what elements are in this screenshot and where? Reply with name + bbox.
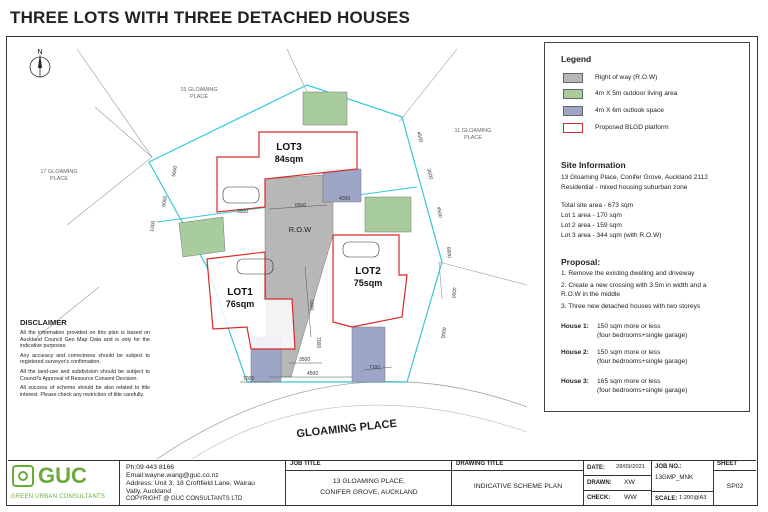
sheet-number: SP02 (726, 483, 744, 490)
check-value: WW (624, 494, 637, 501)
neighbour-label: 17 GLOAMING (40, 169, 78, 175)
logo-icon (12, 465, 34, 487)
lot3-area: 84sqm (274, 154, 304, 164)
legend-swatch-row (563, 73, 583, 83)
jobno-label: JOB NO.: (655, 464, 682, 470)
disclaimer-paragraph: All success of scheme should be also related to title interest. Please check any restriction of title carefully. (20, 385, 150, 398)
house-size: 165 sqm more or less (597, 378, 661, 385)
disclaimer-block (20, 318, 150, 401)
legend-swatch-platform (563, 123, 583, 133)
proposal-item: 2. Create a new crossing with 3.5m in width and a (561, 282, 707, 289)
neighbour-label: PLACE (49, 176, 69, 182)
job-title-line: 13 GLOAMING PLACE, (332, 478, 406, 485)
dim-label: 4500 (307, 371, 319, 377)
house-size: 150 sqm more or less (597, 349, 661, 356)
title-block (8, 460, 756, 505)
outdoor-area-lot2 (365, 197, 411, 232)
neighbour-label: 11 GLOAMING (454, 128, 492, 134)
dim-label: 7000 (315, 337, 321, 349)
lot1-name: LOT1 (227, 287, 253, 298)
sheet-cell (714, 461, 756, 505)
dim-label: 4500 (415, 130, 424, 144)
proposal-item: 3. Three new detached houses with two storeys (561, 303, 701, 310)
dim-label: 5600 (171, 165, 179, 178)
legend-label: Right of way (R.O.W) (595, 74, 658, 81)
disclaimer-paragraph: All the information provided on this plan is based on Auckland Council Geo Map Data and is only for the indicative purposes. (20, 330, 150, 350)
legend-label: 4m X 5m outdoor living area (595, 90, 678, 97)
outdoor-area-lot1 (179, 217, 225, 257)
jobno-value: 13GMP_MNK (655, 474, 694, 481)
proposal-item: R.O.W in the middle (561, 291, 620, 298)
logo-subtitle: GREEN URBAN CONSULTANTS (11, 494, 106, 500)
site-info-heading: Site Information (561, 160, 626, 170)
site-area-line: Lot 1 area - 170 sqm (561, 212, 622, 219)
site-address: 13 Gloaming Place, Conifer Grove, Auckland 2112 (561, 174, 708, 181)
site-area-line: Lot 3 area - 344 sqm (with R.O.W) (561, 232, 662, 239)
contact-address: Address: Unit 3, 18 Croftfield Lane, Wairau (126, 480, 255, 487)
north-label: N (37, 49, 43, 56)
disclaimer-paragraph: Any accuracy and correctness should be subject to registered surveyor's confirmation. (20, 352, 150, 366)
job-title-label: JOB TITLE (286, 461, 452, 471)
legend-swatch-outlook (563, 106, 583, 116)
house-desc: (four bedrooms+single garage) (597, 387, 688, 394)
outdoor-area-lot3 (303, 92, 347, 125)
outlook-space-lot2 (352, 327, 385, 382)
proposal-item: 1. Remove the existing dwelling and driveway (561, 270, 695, 277)
neighbour-label: PLACE (189, 94, 209, 100)
drawing-title-cell (452, 461, 584, 505)
dim-label: 4500 (435, 206, 443, 219)
scale-label: SCALE: (655, 496, 678, 502)
copyright: COPYRIGHT @ GUC CONSULTANTS LTD (126, 496, 243, 502)
dim-label: 6000 (445, 246, 452, 259)
house-label: House 2: (561, 349, 589, 356)
house-label: House 1: (561, 323, 589, 330)
proposal-heading: Proposal: (561, 257, 601, 267)
legend-panel (544, 42, 750, 412)
job-title-cell (286, 461, 452, 505)
legend-swatch-outdoor (563, 89, 583, 99)
check-label: CHECK: (587, 495, 611, 501)
dim-label: 7000 (308, 298, 315, 311)
dim-label: 1000 (149, 220, 157, 233)
row-label: R.O.W (288, 225, 312, 234)
disclaimer-paragraph: All the land-use and subdivision should be subject to Council's Approval of Resource Consent Decision. (20, 368, 150, 382)
logo-cell (8, 461, 120, 505)
logo-text: GUC (38, 463, 87, 488)
house-size: 150 sqm more or less (597, 323, 661, 330)
neighbour-label: PLACE (463, 135, 483, 141)
house-desc: (four bedrooms+single garage) (597, 358, 688, 365)
disclaimer-title: DISCLAIMER (20, 318, 67, 327)
dim-label: 6000 (161, 195, 169, 208)
site-zone: Residential - mixed housing suburban zone (561, 184, 688, 191)
site-area-line: Lot 2 area - 159 sqm (561, 222, 622, 229)
jobno-cell (652, 461, 714, 505)
dim-label: 4000 (339, 196, 351, 202)
drawing-title-label: DRAWING TITLE (452, 461, 584, 471)
meta-cell (584, 461, 652, 505)
scale-value: 1:200@A3 (679, 495, 707, 501)
drawn-value: XW (624, 479, 635, 486)
contact-cell (120, 461, 286, 505)
contact-address: Vally, Auckland (126, 488, 172, 495)
legend-title: Legend (561, 54, 592, 64)
contact-phone: Ph:09 443 8166 (126, 464, 174, 471)
dim-label: 3500 (237, 209, 249, 215)
house-label: House 3: (561, 378, 589, 385)
page-title: THREE LOTS WITH THREE DETACHED HOUSES (10, 8, 410, 27)
date-label: DATE: (587, 465, 605, 471)
job-title-line: CONIFER GROVE, AUCKLAND (320, 489, 418, 496)
contact-email: Email:wayne.wang@guc.co.nz (126, 472, 219, 479)
dim-label: 7100 (369, 365, 381, 371)
dim-label: 6000 (439, 326, 447, 339)
lot2-area: 75sqm (353, 278, 383, 288)
dim-label: 6500 (295, 203, 307, 209)
dim-label: 3600 (425, 167, 434, 181)
date-value: 28/09/2021 (616, 464, 646, 470)
road-label: GLOAMING PLACE (295, 417, 398, 441)
legend-label: Proposed BLGD platform (595, 124, 669, 131)
house-desc: (four bedrooms+single garage) (597, 332, 688, 339)
legend-label: 4m X 6m outlook space (595, 107, 664, 114)
road-boundary (157, 381, 527, 459)
drawing-title: INDICATIVE SCHEME PLAN (473, 483, 563, 490)
north-arrow-icon (30, 49, 50, 77)
site-area-line: Total site area - 673 sqm (561, 202, 634, 209)
neighbour-label: 15 GLOAMING (180, 87, 218, 93)
dim-label: 7000 (243, 376, 255, 382)
drawn-label: DRAWN: (587, 480, 612, 486)
lot2-name: LOT2 (355, 266, 381, 277)
dim-label: 3500 (299, 357, 311, 363)
lot3-name: LOT3 (276, 142, 302, 153)
lot1-area: 76sqm (225, 299, 255, 309)
sheet-label: SHEET (714, 461, 756, 471)
dim-label: 4000 (450, 286, 457, 299)
